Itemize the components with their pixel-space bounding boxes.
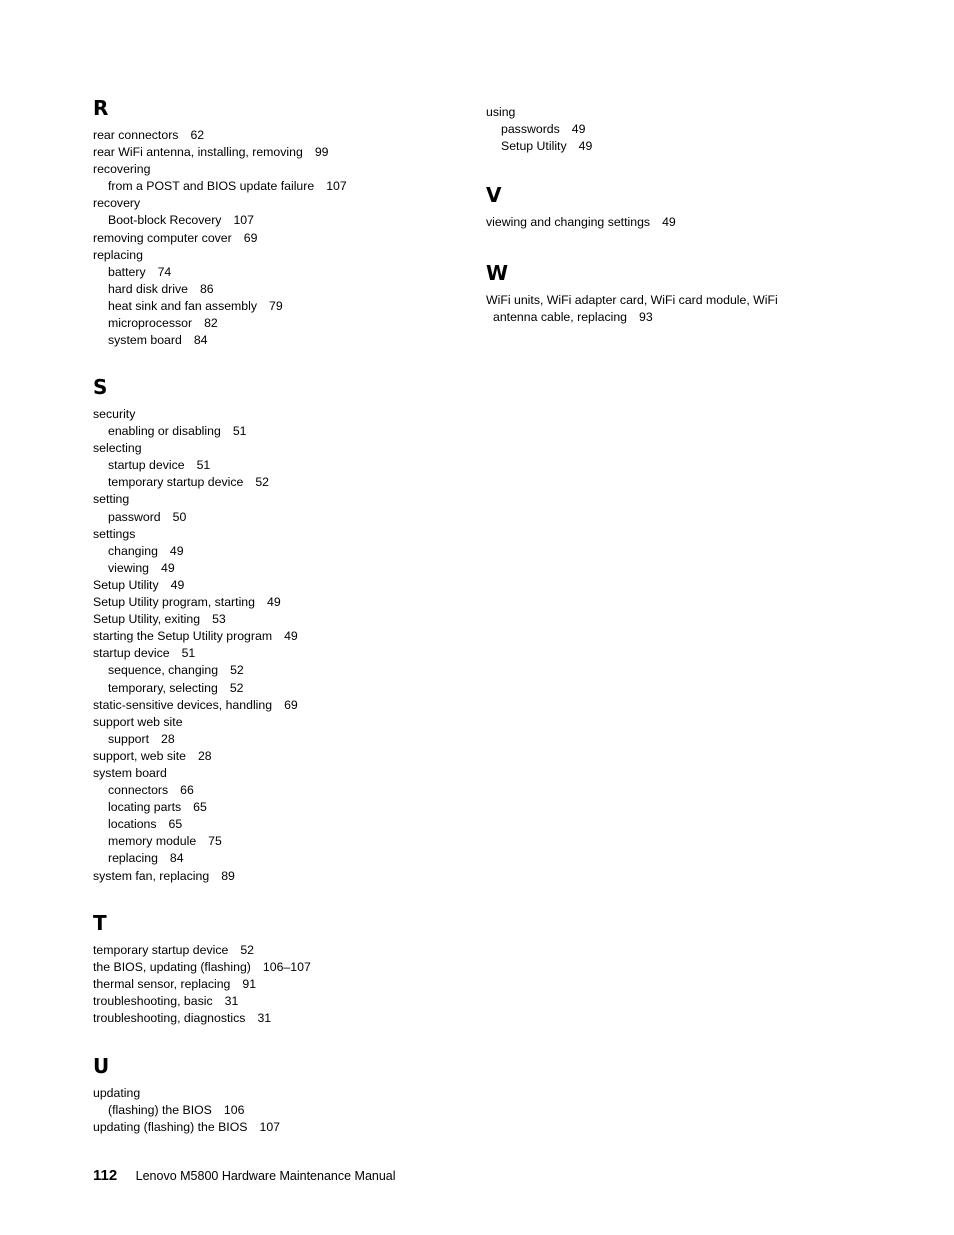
page-reference: 75 <box>208 834 222 849</box>
index-term: setting <box>93 492 130 507</box>
section-letter: U <box>93 1054 110 1078</box>
page-reference: 49 <box>571 122 586 137</box>
page-reference: 49 <box>169 543 184 558</box>
page-reference: 66 <box>180 783 194 798</box>
page-reference: 51 <box>181 646 196 661</box>
index-entry <box>93 993 463 1010</box>
index-term: static-sensitive devices, handling <box>93 697 273 712</box>
index-entry <box>93 1085 463 1102</box>
index-subentry <box>93 1102 463 1119</box>
index-entry <box>93 195 463 212</box>
index-term: startup device <box>108 458 185 473</box>
index-subentry <box>93 264 463 281</box>
index-subentry <box>93 457 463 474</box>
index-term: support, web site <box>93 748 186 763</box>
index-subentry <box>93 281 463 298</box>
index-term: Boot-block Recovery <box>108 213 222 228</box>
index-term: hard disk drive <box>108 281 188 296</box>
index-subentry <box>93 474 463 491</box>
page-reference: 28 <box>197 748 212 763</box>
page-reference: 99 <box>314 145 329 160</box>
index-term: rear connectors <box>93 128 179 142</box>
index-subentry <box>93 543 463 560</box>
index-section-r <box>93 97 463 349</box>
page-reference: 79 <box>269 298 283 313</box>
index-entry <box>93 247 463 264</box>
index-term: the BIOS, updating (flashing) <box>93 960 251 975</box>
index-entry <box>93 577 463 594</box>
page-reference: 52 <box>240 943 255 957</box>
index-subentry <box>93 816 463 833</box>
page-reference: 53 <box>212 612 226 627</box>
index-term: locating parts <box>108 800 182 815</box>
index-subentry <box>93 833 463 850</box>
index-term: passwords <box>501 122 560 137</box>
page-reference: 51 <box>232 424 247 439</box>
page-reference: 82 <box>204 316 218 331</box>
index-section-s <box>93 376 463 885</box>
index-term: updating <box>93 1086 141 1100</box>
index-entry <box>93 526 463 543</box>
index-term: Setup Utility program, starting <box>93 595 255 610</box>
index-entry <box>93 594 463 611</box>
index-entry <box>93 942 463 959</box>
page-reference: 65 <box>193 800 207 815</box>
index-term: memory module <box>108 834 197 849</box>
index-entry <box>93 1119 463 1136</box>
index-term: battery <box>108 264 146 279</box>
index-entry <box>486 309 806 326</box>
index-subentry <box>93 680 463 697</box>
index-term: changing <box>108 543 158 558</box>
index-entry <box>93 406 463 423</box>
index-section-w <box>486 262 806 326</box>
page-reference: 69 <box>243 230 258 245</box>
page-reference: 107 <box>233 213 254 228</box>
index-term: rear WiFi antenna, installing, removing <box>93 145 303 160</box>
page-reference: 107 <box>259 1120 281 1135</box>
index-section-v <box>486 184 806 231</box>
index-term: system board <box>108 333 182 348</box>
page-reference: 93 <box>639 310 653 325</box>
index-entry <box>486 292 806 309</box>
index-subentry <box>93 315 463 332</box>
page-reference: 49 <box>578 139 593 154</box>
index-term: replacing <box>93 247 143 262</box>
index-subentry <box>93 509 463 526</box>
index-subentry <box>93 731 463 748</box>
page-reference: 49 <box>170 577 185 592</box>
index-entry <box>486 214 806 231</box>
index-term: recovery <box>93 196 141 211</box>
index-entry <box>93 697 463 714</box>
index-section-t <box>93 912 463 1027</box>
page-reference: 50 <box>172 509 187 524</box>
index-subentry <box>93 332 463 349</box>
page-reference: 89 <box>221 868 235 883</box>
index-subentry <box>93 298 463 315</box>
index-entry <box>93 765 463 782</box>
index-term: troubleshooting, diagnostics <box>93 1011 246 1026</box>
index-entry <box>93 1010 463 1027</box>
index-subentry <box>486 121 806 138</box>
page-number: 112 <box>93 1167 118 1184</box>
index-term: locations <box>108 817 157 832</box>
page-reference: 84 <box>193 333 208 348</box>
page-reference: 69 <box>284 697 298 712</box>
page-reference: 107 <box>326 179 347 194</box>
page-reference: 65 <box>168 817 183 832</box>
section-letter: W <box>486 261 509 285</box>
section-letter: T <box>93 911 107 935</box>
index-subentry <box>93 782 463 799</box>
index-term: security <box>93 407 136 421</box>
index-term: WiFi units, WiFi adapter card, WiFi card module, WiFi <box>486 293 778 307</box>
index-term: recovering <box>93 162 151 177</box>
section-letter: S <box>93 375 108 399</box>
index-entry <box>93 714 463 731</box>
index-term: Setup Utility <box>93 577 159 592</box>
index-term: thermal sensor, replacing <box>93 977 231 992</box>
page-reference: 49 <box>266 595 281 610</box>
index-term: connectors <box>108 783 169 798</box>
index-term: (flashing) the BIOS <box>108 1103 212 1118</box>
index-term: settings <box>93 526 136 541</box>
index-entry <box>93 611 463 628</box>
index-subentry <box>93 662 463 679</box>
page-reference: 52 <box>229 680 244 695</box>
index-term: replacing <box>108 851 158 866</box>
index-term: Setup Utility <box>501 139 567 154</box>
index-term: startup device <box>93 646 170 661</box>
section-letter: R <box>93 96 109 120</box>
page-reference: 31 <box>257 1011 272 1026</box>
index-term: temporary, selecting <box>108 680 218 695</box>
page-reference: 52 <box>255 475 270 490</box>
index-term: viewing <box>108 560 150 575</box>
index-term: sequence, changing <box>108 663 219 678</box>
index-subentry <box>93 178 463 195</box>
index-term: password <box>108 509 161 524</box>
index-term: troubleshooting, basic <box>93 994 213 1009</box>
index-subentry <box>93 423 463 440</box>
index-section-u <box>93 1055 463 1136</box>
index-term: system board <box>93 765 167 780</box>
index-term: system fan, replacing <box>93 868 210 883</box>
index-term: viewing and changing settings <box>486 215 651 229</box>
index-term: selecting <box>93 441 142 456</box>
index-entry <box>93 161 463 178</box>
page-reference: 49 <box>284 629 298 644</box>
index-section-u-continued <box>486 104 806 155</box>
page-reference: 106 <box>223 1103 245 1118</box>
index-entry <box>93 230 463 247</box>
index-entry <box>93 645 463 662</box>
index-term: heat sink and fan assembly <box>108 298 258 313</box>
index-term: enabling or disabling <box>108 424 221 439</box>
index-entry <box>93 959 463 976</box>
index-subentry <box>486 138 806 155</box>
page-reference: 62 <box>190 128 205 142</box>
section-letter: V <box>486 183 502 207</box>
page-reference: 91 <box>242 977 257 992</box>
manual-title: Lenovo M5800 Hardware Maintenance Manual <box>135 1169 396 1183</box>
index-subentry <box>93 799 463 816</box>
index-term: Setup Utility, exiting <box>93 612 201 627</box>
index-entry <box>93 127 463 144</box>
index-entry <box>93 144 463 161</box>
index-term: temporary startup device <box>93 943 229 957</box>
page-reference: 49 <box>161 560 175 575</box>
index-term: antenna cable, replacing <box>493 310 627 325</box>
page-reference: 49 <box>662 215 676 229</box>
index-subentry <box>93 560 463 577</box>
index-term: support web site <box>93 714 183 729</box>
page-reference: 106–107 <box>262 960 311 975</box>
index-entry <box>93 976 463 993</box>
index-term: starting the Setup Utility program <box>93 629 273 644</box>
page-reference: 28 <box>161 731 175 746</box>
index-term: updating (flashing) the BIOS <box>93 1120 248 1135</box>
index-entry <box>93 868 463 885</box>
index-entry <box>93 491 463 508</box>
page-footer <box>93 1167 396 1185</box>
page-reference: 86 <box>199 281 214 296</box>
index-entry <box>93 440 463 457</box>
page-reference: 84 <box>169 851 184 866</box>
page-reference: 52 <box>230 663 244 678</box>
page-reference: 74 <box>157 264 172 279</box>
index-subentry <box>93 212 463 229</box>
index-entry <box>486 104 806 121</box>
index-term: temporary startup device <box>108 475 244 490</box>
page-reference: 51 <box>196 458 211 473</box>
index-term: from a POST and BIOS update failure <box>108 179 315 194</box>
index-term: microprocessor <box>108 316 193 331</box>
index-subentry <box>93 850 463 867</box>
index-entry <box>93 628 463 645</box>
index-term: using <box>486 105 516 119</box>
index-entry <box>93 748 463 765</box>
index-term: removing computer cover <box>93 230 232 245</box>
page-reference: 31 <box>224 994 239 1009</box>
index-term: support <box>108 731 150 746</box>
